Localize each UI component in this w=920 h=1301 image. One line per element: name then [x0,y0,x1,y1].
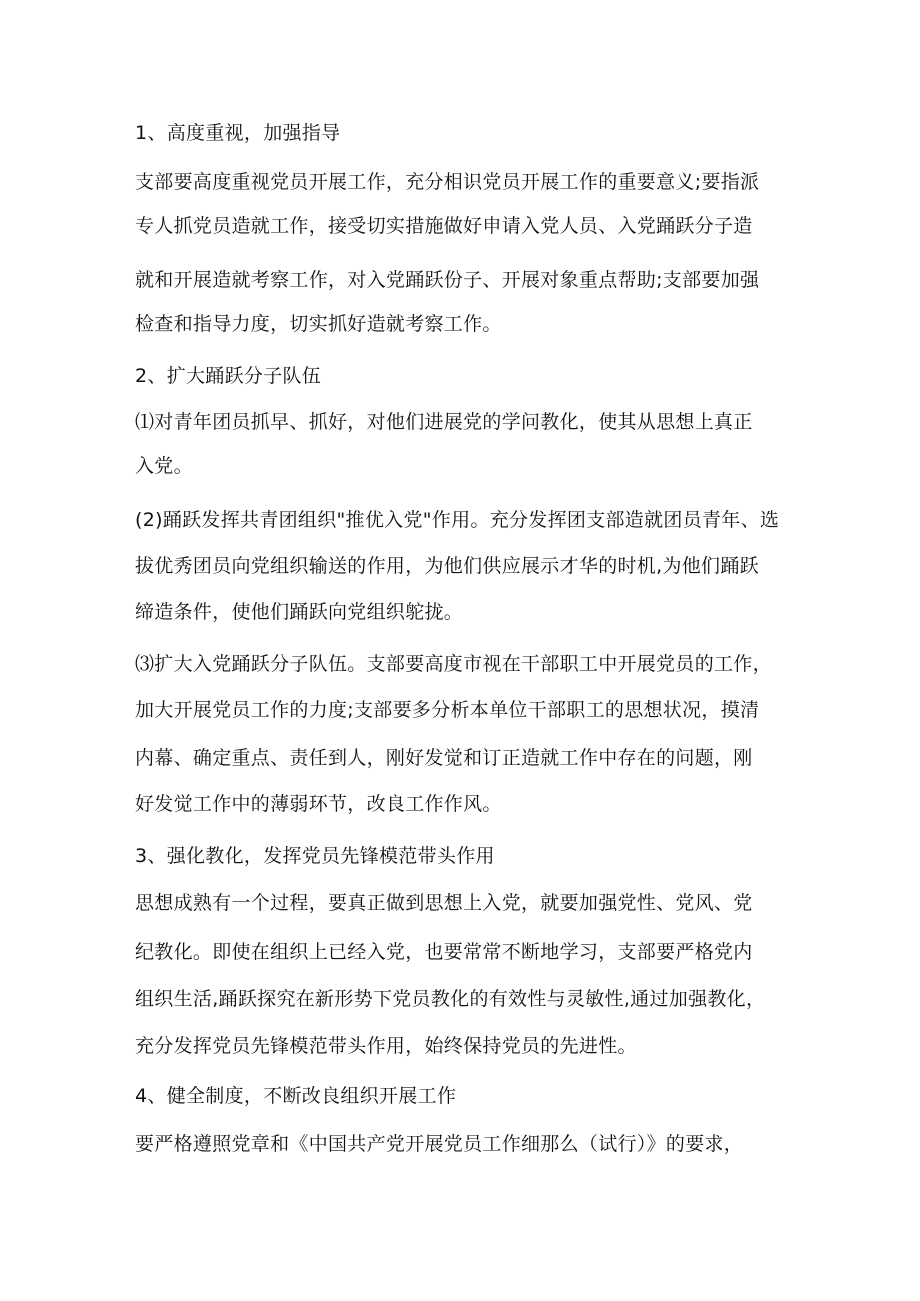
paragraph-line: 加大开展党员工作的力度;支部要多分析本单位干部职工的思想状况，摸清 [135,699,760,721]
section-heading-1: 1、高度重视，加强指导 [135,122,341,144]
section-heading-4: 4、健全制度，不断改良组织开展工作 [135,1085,457,1107]
paragraph-line: 思想成熟有一个过程，要真正做到思想上入党，就要加强党性、党风、党 [135,892,753,914]
paragraph-line: 入党。 [135,455,193,477]
paragraph-line: 检查和指导力度，切实抓好造就考察工作。 [135,313,502,335]
paragraph-line: 要严格遵照党章和《中国共产党开展党员工作细那么（试行）》的要求， [135,1133,744,1155]
paragraph-line: 支部要高度重视党员开展工作，充分相识党员开展工作的重要意义;要指派 [135,171,760,193]
paragraph-line: 好发觉工作中的薄弱环节，改良工作作风。 [135,793,502,815]
paragraph-line: ⑴对青年团员抓早、抓好，对他们进展党的学问教化，使其从思想上真正 [135,411,753,433]
paragraph-line: 专人抓党员造就工作，接受切实措施做好申请入党人员、入党踊跃分子造 [135,215,753,237]
paragraph-line: 就和开展造就考察工作，对入党踊跃份子、开展对象重点帮助;支部要加强 [135,269,760,291]
paragraph-line: 组织生活,踊跃探究在新形势下党员教化的有效性与灵敏性,通过加强教化， [135,988,766,1010]
paragraph-line: 内幕、确定重点、责任到人，刚好发觉和订正造就工作中存在的问题，刚 [135,747,753,769]
paragraph-line: 纪教化。即使在组织上已经入党，也要常常不断地学习，支部要严格党内 [135,941,753,963]
section-heading-2: 2、扩大踊跃分子队伍 [135,365,322,387]
paragraph-line: ⑶扩大入党踊跃分子队伍。支部要高度市视在干部职工中开展党员的工作， [135,653,772,675]
section-heading-3: 3、强化教化，发挥党员先锋模范带头作用 [135,845,495,867]
paragraph-line: 充分发挥党员先锋模范带头作用，始终保持党员的先进性。 [135,1035,637,1057]
paragraph-line: (2)踊跃发挥共青团组织"推优入党"作用。充分发挥团支部造就团员青年、选 [135,509,780,531]
paragraph-line: 拔优秀团员向党组织输送的作用，为他们供应展示才华的时机,为他们踊跃 [135,555,759,577]
paragraph-line: 缔造条件，使他们踊跃向党组织鸵拢。 [135,601,464,623]
